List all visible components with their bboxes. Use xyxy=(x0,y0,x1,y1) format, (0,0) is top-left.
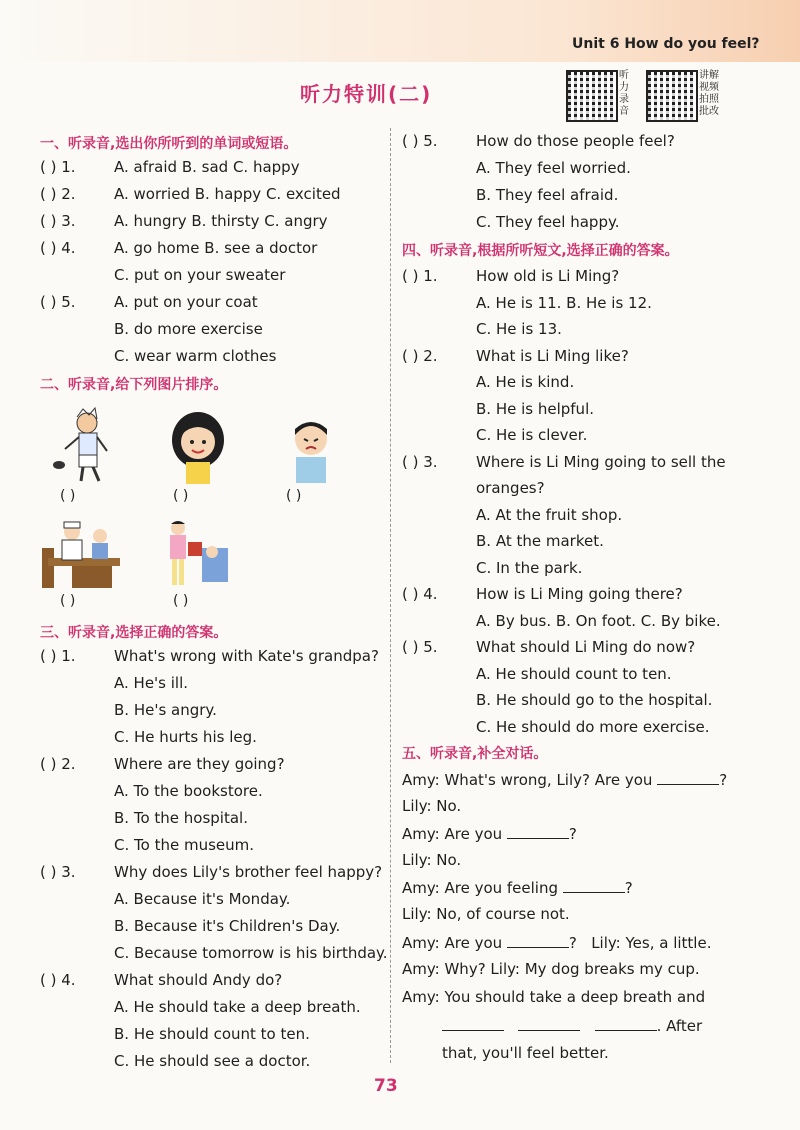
option-text: B. To the hospital. xyxy=(114,809,248,827)
question-text: What's wrong with Kate's grandpa? xyxy=(114,647,379,665)
dialogue-line-2: Lily: No. xyxy=(402,797,462,815)
answer-parenthesis[interactable]: ( ) 4. xyxy=(402,585,438,603)
answer-parenthesis[interactable]: ( ) 1. xyxy=(40,158,76,176)
option-text: B. He should go to the hospital. xyxy=(476,691,713,709)
dialogue-line-1: Amy: What's wrong, Lily? Are you ? xyxy=(402,771,728,789)
answer-blank[interactable] xyxy=(442,1016,504,1031)
answer-parenthesis[interactable]: ( ) 1. xyxy=(402,267,438,285)
answer-parenthesis[interactable]: ( ) 1. xyxy=(40,647,76,665)
option-text: A. He is 11. B. He is 12. xyxy=(476,293,652,312)
option-text: B. At the market. xyxy=(476,532,604,550)
question-text: Where are they going? xyxy=(114,755,285,773)
question-text: A. afraid B. sad C. happy xyxy=(114,158,300,176)
section-5-heading: 五、听录音,补全对话。 xyxy=(402,746,548,762)
page-header xyxy=(0,0,800,62)
question-text: What should Li Ming do now? xyxy=(476,638,696,656)
page-title: 听力特训(二) xyxy=(300,82,433,106)
option-text: B. do more exercise xyxy=(114,320,263,338)
picture-doctor-visit xyxy=(42,518,122,590)
dialogue-line-5: Amy: Are you feeling ? xyxy=(402,879,633,897)
option-text: B. He's angry. xyxy=(114,701,217,719)
answer-parenthesis[interactable]: ( ) 2. xyxy=(402,346,438,365)
option-text: C. wear warm clothes xyxy=(114,347,277,365)
question-text: How old is Li Ming? xyxy=(476,267,620,285)
option-text: A. By bus. B. On foot. C. By bike. xyxy=(476,611,721,630)
section-2-heading: 二、听录音,给下列图片排序。 xyxy=(40,377,228,393)
option-text: C. He is clever. xyxy=(476,426,588,444)
option-text: C. He should see a doctor. xyxy=(114,1052,311,1070)
dialogue-line-11: that, you'll feel better. xyxy=(442,1044,609,1062)
dialogue-line-9: Amy: You should take a deep breath and xyxy=(402,988,706,1006)
answer-blank[interactable] xyxy=(507,824,569,839)
answer-parenthesis[interactable]: ( ) 2. xyxy=(40,755,76,773)
option-text: A. To the bookstore. xyxy=(114,782,263,800)
picture-caption[interactable]: ( ) xyxy=(173,488,189,504)
picture-caption[interactable]: ( ) xyxy=(60,488,76,504)
picture-caption[interactable]: ( ) xyxy=(173,593,189,609)
option-text: B. They feel afraid. xyxy=(476,186,619,204)
option-text: C. To the museum. xyxy=(114,836,255,854)
qr-code-audio[interactable] xyxy=(566,70,618,122)
unit-title: Unit 6 How do you feel? xyxy=(572,36,760,52)
page-number: 73 xyxy=(374,1076,398,1096)
option-text: A. At the fruit shop. xyxy=(476,505,623,524)
dialogue-line-3: Amy: Are you ? xyxy=(402,825,577,843)
answer-blank[interactable] xyxy=(657,770,719,785)
question-text: A. go home B. see a doctor xyxy=(114,239,318,257)
answer-parenthesis[interactable]: ( ) 3. xyxy=(402,452,438,471)
question-text: How is Li Ming going there? xyxy=(476,585,683,603)
section-4-heading: 四、听录音,根据所听短文,选择正确的答案。 xyxy=(402,243,679,259)
answer-parenthesis[interactable]: ( ) 3. xyxy=(40,863,76,881)
option-text: C. He is 13. xyxy=(476,320,562,338)
option-text: A. He is kind. xyxy=(476,373,575,391)
qr-label-audio: 听力录音 xyxy=(619,70,629,117)
answer-blank[interactable] xyxy=(518,1016,580,1031)
dialogue-line-6: Lily: No, of course not. xyxy=(402,905,570,923)
option-text: A. He should count to ten. xyxy=(476,664,672,683)
picture-mother-and-child xyxy=(162,518,234,590)
answer-blank[interactable] xyxy=(563,878,625,893)
option-text: oranges? xyxy=(476,479,545,497)
dialogue-line-10: . After xyxy=(442,1016,702,1035)
question-text: What should Andy do? xyxy=(114,971,283,989)
picture-caption[interactable]: ( ) xyxy=(60,593,76,609)
picture-caption[interactable]: ( ) xyxy=(286,488,302,504)
option-text: B. Because it's Children's Day. xyxy=(114,917,341,935)
qr-code-video[interactable] xyxy=(646,70,698,122)
option-text: A. They feel worried. xyxy=(476,159,631,177)
question-text: What is Li Ming like? xyxy=(476,346,629,365)
picture-happy-girl xyxy=(168,410,228,485)
answer-blank[interactable] xyxy=(507,933,569,948)
answer-parenthesis[interactable]: ( ) 5. xyxy=(402,638,438,656)
dialogue-line-8: Amy: Why? Lily: My dog breaks my cup. xyxy=(402,960,700,978)
question-text: A. put on your coat xyxy=(114,293,258,311)
question-text: A. worried B. happy C. excited xyxy=(114,185,341,203)
option-text: B. He is helpful. xyxy=(476,399,595,418)
column-divider xyxy=(390,128,391,1063)
option-text: C. put on your sweater xyxy=(114,266,286,284)
answer-parenthesis[interactable]: ( ) 2. xyxy=(40,185,76,203)
question-text: A. hungry B. thirsty C. angry xyxy=(114,212,328,230)
section-3-heading: 三、听录音,选择正确的答案。 xyxy=(40,625,228,641)
answer-parenthesis[interactable]: ( ) 4. xyxy=(40,971,76,989)
option-text: C. He hurts his leg. xyxy=(114,728,257,746)
option-text: A. He's ill. xyxy=(114,674,189,692)
option-text: B. He should count to ten. xyxy=(114,1025,310,1043)
dialogue-line-7: Amy: Are you ? Lily: Yes, a little. xyxy=(402,934,712,952)
option-text: A. He should take a deep breath. xyxy=(114,998,361,1016)
question-text: Why does Lily's brother feel happy? xyxy=(114,863,383,881)
answer-parenthesis[interactable]: ( ) 3. xyxy=(40,212,76,230)
option-text: C. Because tomorrow is his birthday. xyxy=(114,944,388,962)
dialogue-line-4: Lily: No. xyxy=(402,851,462,869)
option-text: A. Because it's Monday. xyxy=(114,890,291,908)
picture-sad-boy xyxy=(286,415,336,485)
answer-parenthesis[interactable]: ( ) 5. xyxy=(40,293,76,311)
option-text: C. He should do more exercise. xyxy=(476,717,710,736)
answer-blank[interactable] xyxy=(595,1016,657,1031)
question-text: Where is Li Ming going to sell the xyxy=(476,452,726,471)
picture-afraid-boy xyxy=(45,405,125,485)
answer-parenthesis[interactable]: ( ) 4. xyxy=(40,239,76,257)
option-text: C. In the park. xyxy=(476,558,583,577)
answer-parenthesis[interactable]: ( ) 5. xyxy=(402,132,438,150)
option-text: C. They feel happy. xyxy=(476,213,620,231)
qr-label-video: 讲解视频拍照批改 xyxy=(699,70,719,117)
question-text: How do those people feel? xyxy=(476,132,675,150)
section-1-heading: 一、听录音,选出你所听到的单词或短语。 xyxy=(40,136,298,152)
